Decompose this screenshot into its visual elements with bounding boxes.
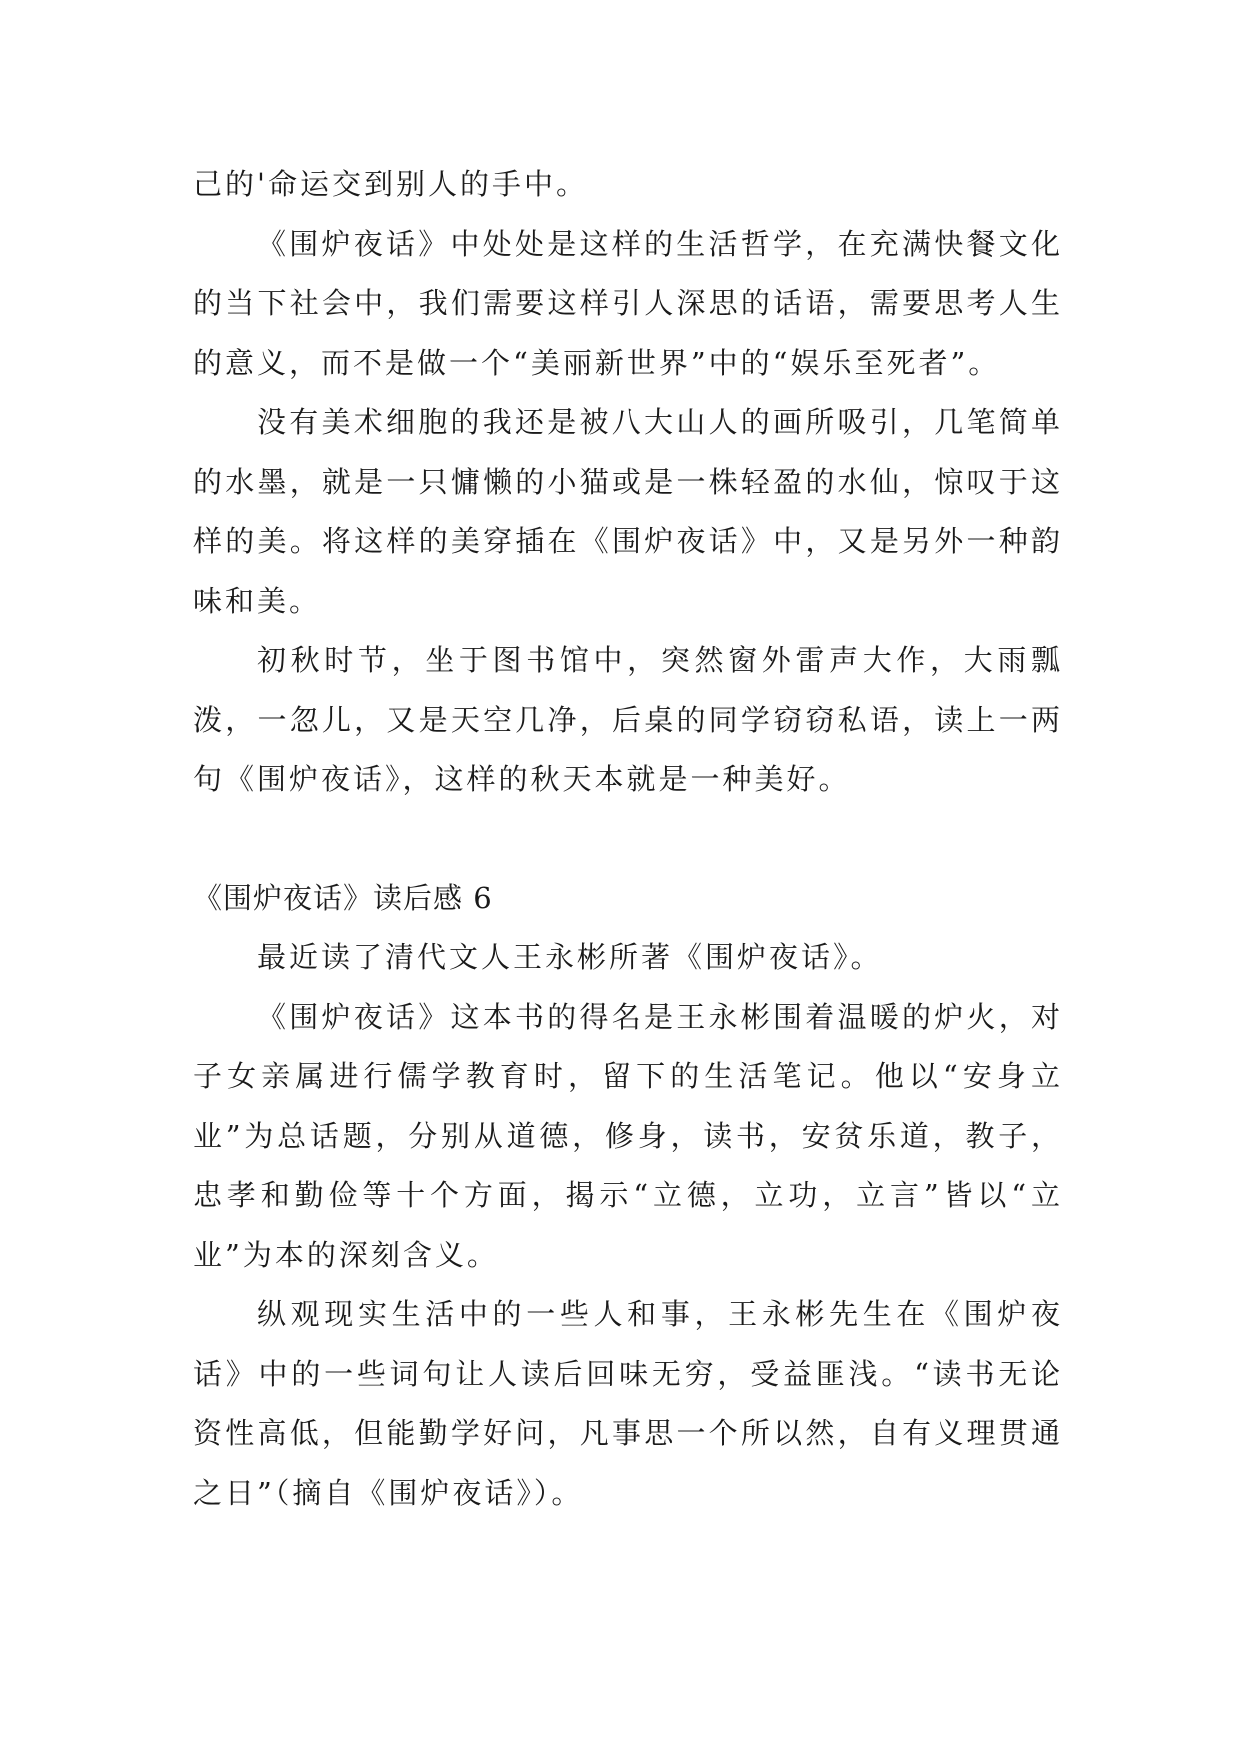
section-heading: 《围炉夜话》读后感 6 [193,880,493,915]
paragraph-early-autumn: 初秋时节，坐于图书馆中，突然窗外雷声大作，大雨瓢泼，一忽儿，又是天空几净，后桌的同学窃窃私语，读上一两句《围炉夜话》，这样的秋天本就是一种美好。 [193,643,1063,796]
paragraph-life-philosophy: 《围炉夜话》中处处是这样的生活哲学，在充满快餐文化的当下社会中，我们需要这样引人深思的话语，需要思考人生的意义，而不是做一个“美丽新世界”中的“娱乐至死者”。 [193,226,1063,380]
paragraph-recent-reading: 最近读了清代文人王永彬所著《围炉夜话》。 [257,940,883,974]
paragraph-book-origin: 《围炉夜话》这本书的得名是王永彬围着温暖的炉火，对子女亲属进行儒学教育时，留下的生活笔记。他以“安身立业”为总话题，分别从道德，修身，读书，安贫乐道，教子，忠孝和勤俭等十个方面，揭示“立德，立功，立言”皆以“立业”为本的深刻含义。 [193,999,1063,1272]
paragraph-bada-shanren: 没有美术细胞的我还是被八大山人的画所吸引，几笔简单的水墨，就是一只慵懒的小猫或是一株轻盈的水仙，惊叹于这样的美。将这样的美穿插在《围炉夜话》中，又是另外一种韵味和美。 [193,405,1063,618]
document-body [193,155,1063,1523]
paragraph-reflection: 纵观现实生活中的一些人和事，王永彬先生在《围炉夜话》中的一些词句让人读后回味无穷，受益匪浅。“读书无论资性高低，但能勤学好问，凡事思一个所以然，自有义理贯通之日”（摘自《围炉夜话》）。 [193,1297,1063,1510]
paragraph-continuation: 己的'命运交到别人的手中。 [193,167,588,201]
